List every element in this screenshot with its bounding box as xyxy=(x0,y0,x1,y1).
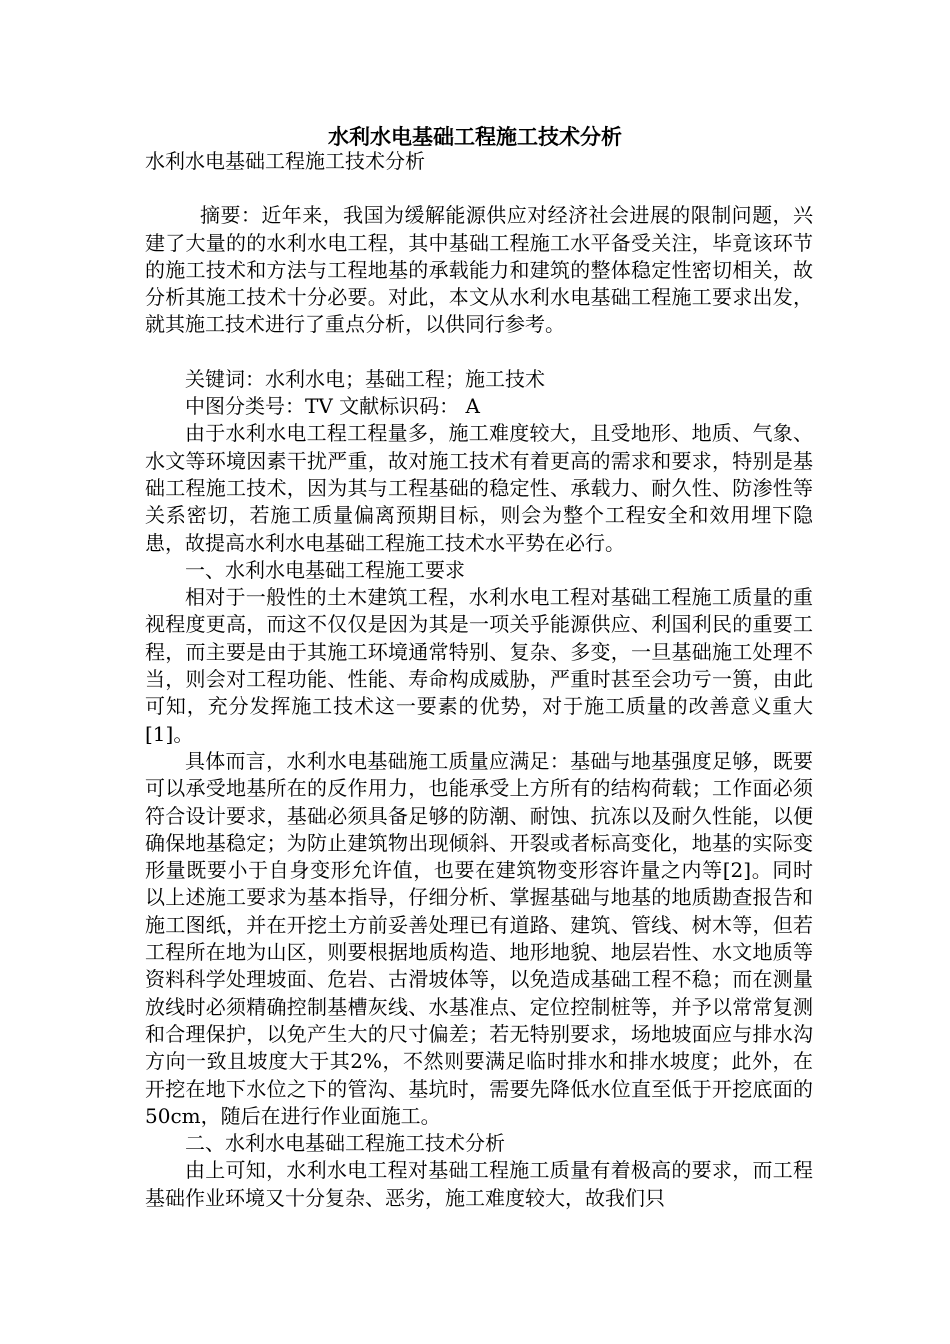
keywords-line: 关键词：水利水电；基础工程；施工技术 xyxy=(185,366,545,391)
section2-heading: 二、水利水电基础工程施工技术分析 xyxy=(185,1131,505,1156)
intro-paragraph: 由于水利水电工程工程量多，施工难度较大，且受地形、地质、气象、水文等环境因素干扰严重，故对施工技术有着更高的需求和要求，特别是基础工程施工技术，因为其与工程基础的稳定性、承载力、耐久性、防渗性等关系密切，若施工质量偏离预期目标，则会为整个工程安全和效用埋下隐患，故提高水利水电基础工程施工技术水平势在必行。 xyxy=(145,421,813,555)
section1-heading: 一、水利水电基础工程施工要求 xyxy=(185,557,465,582)
document-subtitle: 水利水电基础工程施工技术分析 xyxy=(145,149,425,173)
blank-line xyxy=(145,175,813,202)
section1-paragraph-2: 具体而言，水利水电基础施工质量应满足：基础与地基强度足够，既要可以承受地基所在的反作用力，也能承受上方所有的结构荷载；工作面必须符合设计要求，基础必须具备足够的防潮、耐蚀、抗冻以及耐久性能，以便确保地基稳定；为防止建筑物出现倾斜、开裂或者标高变化，地基的实际变形量既要小于自身变形允许值，也要在建筑物变形容许量之内等[2]。同时以上述施工要求为基本指导，仔细分析、掌握基础与地基的地质勘查报告和施工图纸，并在开挖土方前妥善处理已有道路、建筑、管线、树木等，但若工程所在地为山区，则要根据地质构造、地形地貌、地层岩性、水文地质等资料科学处理坡面、危岩、古滑坡体等，以免造成基础工程不稳；而在测量放线时必须精确控制基槽灰线、水基准点、定位控制桩等，并予以常常复测和合理保护，以免产生大的尺寸偏差；若无特别要求，场地坡面应与排水沟方向一致且坡度大于其2%，不然则要满足临时排水和排水坡度；此外，在开挖在地下水位之下的管沟、基坑时，需要先降低水位直至低于开挖底面的50cm，随后在进行作业面施工。 xyxy=(145,748,813,1128)
classification-line: 中图分类号：TV 文献标识码： A xyxy=(185,394,480,419)
document-body xyxy=(145,148,813,1212)
section1-paragraph-1: 相对于一般性的土木建筑工程，水利水电工程对基础工程施工质量的重视程度更高，而这不仅仅是因为其是一项关乎能源供应、利国利民的重要工程，而主要是由于其施工环境通常特别、复杂、多变，一旦基础施工处理不当，则会对工程功能、性能、寿命构成威胁，严重时甚至会功亏一篑，由此可知，充分发挥施工技术这一要素的优势，对于施工质量的改善意义重大[1]。 xyxy=(145,585,813,746)
abstract-paragraph: 摘要：近年来，我国为缓解能源供应对经济社会进展的限制问题，兴建了大量的的水利水电工程，其中基础工程施工水平备受关注，毕竟该环节的施工技术和方法与工程地基的承载能力和建筑的整体稳定性密切相关，故分析其施工技术十分必要。对此，本文从水利水电基础工程施工要求出发，就其施工技术进行了重点分析，以供同行参考。 xyxy=(145,203,813,337)
blank-line xyxy=(145,339,813,366)
document-title: 水利水电基础工程施工技术分析 xyxy=(328,125,622,149)
section2-paragraph-1: 由上可知，水利水电工程对基础工程施工质量有着极高的要求，而工程基础作业环境又十分复杂、恶劣，施工难度较大，故我们只 xyxy=(145,1158,813,1210)
